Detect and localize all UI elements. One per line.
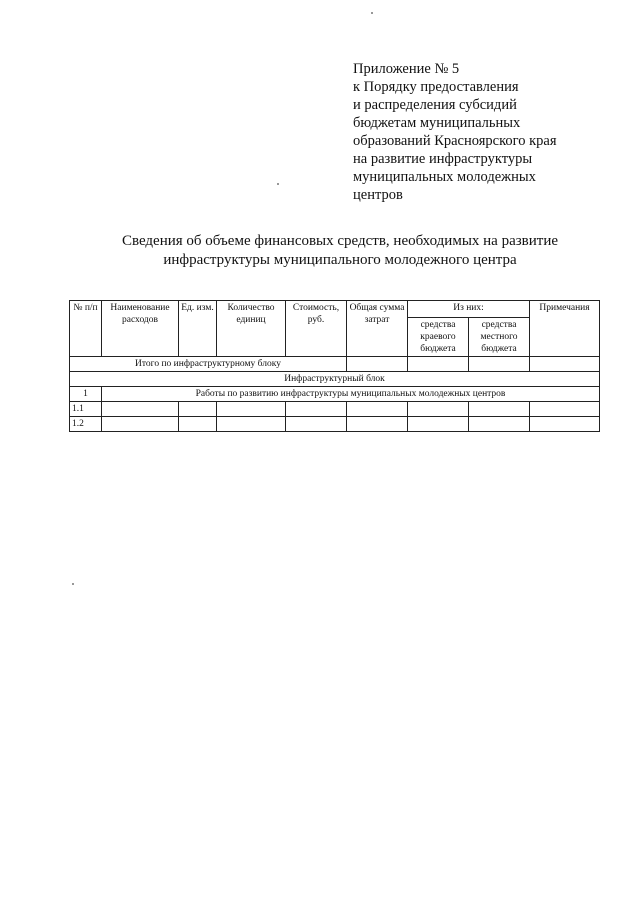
appendix-line: центров (353, 187, 403, 203)
table-cell (217, 402, 286, 417)
appendix-line: муниципальных молодежных (353, 169, 536, 185)
table-cell (102, 402, 179, 417)
block-label: Инфраструктурный блок (70, 372, 600, 387)
table-cell (408, 417, 469, 432)
header-notes: Примечания (530, 301, 600, 357)
section-label: Работы по развитию инфраструктуры муниципальных молодежных центров (102, 387, 600, 402)
table-row (70, 402, 600, 417)
header-qty: Количество единиц (217, 301, 286, 357)
table-header-row (70, 301, 600, 318)
appendix-line: и распределения субсидий (353, 97, 517, 113)
scan-speck (72, 583, 74, 585)
table-cell (530, 417, 600, 432)
row-num: 1.2 (70, 417, 102, 432)
table-cell (102, 417, 179, 432)
scan-speck (371, 12, 373, 14)
header-num: № п/п (70, 301, 102, 357)
table-cell (347, 417, 408, 432)
appendix-line: к Порядку предоставления (353, 79, 519, 95)
table-cell (530, 357, 600, 372)
appendix-line: образований Красноярского края (353, 133, 557, 149)
title-line-2: инфраструктуры муниципального молодежного центра (163, 252, 517, 268)
table-cell (408, 357, 469, 372)
scan-speck (277, 183, 279, 185)
title-line-1: Сведения об объеме финансовых средств, необходимых на развитие (121, 233, 559, 249)
appendix-heading (353, 60, 593, 204)
header-name: Наименование расходов (102, 301, 179, 357)
header-unit: Ед. изм. (179, 301, 217, 357)
table-cell (469, 357, 530, 372)
header-total: Общая сумма затрат (347, 301, 408, 357)
table-cell (179, 417, 217, 432)
table-cell (347, 357, 408, 372)
financial-table (69, 300, 600, 432)
table-cell (408, 402, 469, 417)
table-cell (217, 417, 286, 432)
appendix-line: бюджетам муниципальных (353, 115, 521, 131)
block-row (70, 372, 600, 387)
table-cell (530, 402, 600, 417)
table-row (70, 417, 600, 432)
appendix-line: на развитие инфраструктуры (353, 151, 533, 167)
section-num: 1 (70, 387, 102, 402)
table-cell (469, 402, 530, 417)
header-regional: средства краевого бюджета (408, 318, 469, 357)
table-cell (347, 402, 408, 417)
table-cell (469, 417, 530, 432)
header-cost: Стоимость, руб. (286, 301, 347, 357)
document-title (60, 232, 620, 270)
header-local: средства местного бюджета (469, 318, 530, 357)
header-of-which: Из них: (408, 301, 530, 318)
total-row-label: Итого по инфраструктурному блоку (70, 357, 347, 372)
table-cell (286, 402, 347, 417)
appendix-line: Приложение № 5 (353, 61, 460, 77)
table-cell (286, 417, 347, 432)
row-num: 1.1 (70, 402, 102, 417)
total-row (70, 357, 600, 372)
section-row (70, 387, 600, 402)
table-cell (179, 402, 217, 417)
